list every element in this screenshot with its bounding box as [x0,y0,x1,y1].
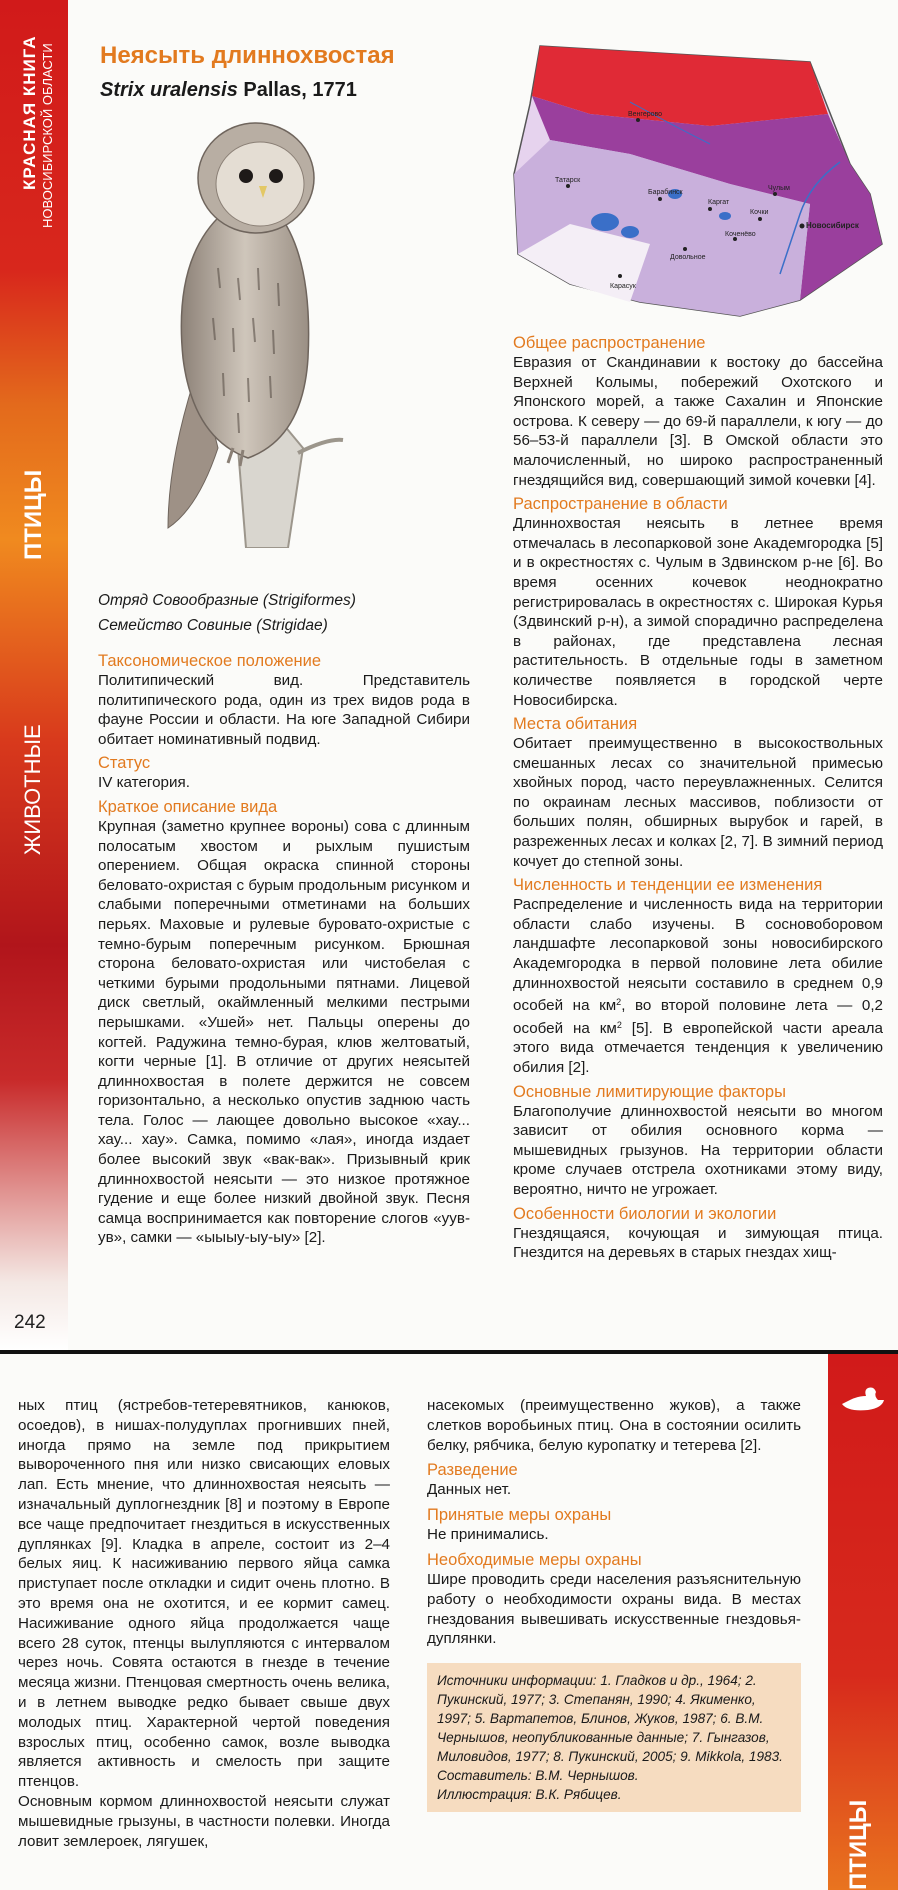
text-measures-taken: Не принимались. [427,1526,549,1544]
map-label: Карасук [610,283,636,290]
owl-illustration [128,118,388,548]
map-label: Каргат [708,199,730,206]
heading-numbers: Численность и тенденции ее изменения [513,876,823,895]
heading-breeding: Разведение [427,1461,518,1480]
map-label: Новосибирск [806,221,859,230]
text-biology: Гнездящаяся, кочующая и зимующая птица. Гнездится на деревьях в старых гнездах хищ- [513,1224,883,1262]
illustration-credit: Иллюстрация: В.К. Рябицев. [437,1787,622,1803]
taxonomy-lines [98,588,470,638]
heading-habitat: Места обитания [513,715,638,734]
section-label-birds: ПТИЦЫ [20,469,47,560]
book-subtitle: НОВОСИБИРСКОЙ ОБЛАСТИ [40,43,55,228]
map-label: Довольное [670,254,706,261]
heading-region-distribution: Распространение в области [513,495,728,514]
map-label: Кочки [750,209,769,216]
right-column [513,329,883,1263]
map-label: Коченёво [725,231,756,238]
text-breeding: Данных нет. [427,1481,512,1499]
section-label-animals: ЖИВОТНЫЕ [20,724,45,855]
text-diet: Основным кормом длиннохвостой неясыти служат мышевидные грызуны, в частности полевки. Иногда ловит землероек, лягушек, [18,1792,390,1850]
left-column [98,588,470,1248]
text-measures-needed: Шире проводить среди населения разъяснительную работу о необходимости охраны вида. В местах гнездования вывешивать искусственные гнездовья-дуплянки. [427,1570,801,1648]
text-taxonomy: Политипический вид. Представитель политипического рода, один из трех видов рода в фауне России и области. На юге Западной Сибири обитает номинативный подвид. [98,672,470,748]
sources-box [427,1663,801,1812]
section-sidebar [0,0,68,1350]
order-line: Отряд Совообразные (Strigiformes) [98,592,356,609]
page2-right-column [427,1396,801,1812]
family-line: Семейство Совиные (Strigidae) [98,617,328,634]
page-number: 242 [14,1312,46,1333]
map-label: Барабинск [648,189,683,196]
species-latin-line [100,79,357,102]
map-label: Венгерово [628,111,663,118]
species-latin: Strix uralensis [100,79,238,101]
page2-left-column [18,1396,390,1851]
heading-measures-taken: Принятые меры охраны [427,1506,612,1525]
map-label: Татарск [555,177,581,184]
compiler-credit: Составитель: В.М. Чернышов. [437,1768,639,1784]
section-label-birds-right: ПТИЦЫ [845,1799,872,1890]
sources-text: Источники информации: 1. Гладков и др., 1964; 2. Пукинский, 1977; 3. Степанян, 1990; 4. Якименко, 1997; 5. Вартапетов, Блинов, Жуков, 1987; 6. В.М. Чернышов, неопубликованные данные; 7. Гынгазов, Миловидов, 1977; 8. Пукинский, 2005; 9. Mikkola, 1983. [437,1673,783,1765]
page-243 [0,1354,898,1890]
heading-biology: Особенности биологии и экологии [513,1204,777,1223]
heading-measures-needed: Необходимые меры охраны [427,1550,642,1569]
species-author: Pallas, 1771 [243,79,357,101]
text-general-distribution: Евразия от Скандинавии к востоку до бассейна Верхней Колымы, побережий Охотского и Японского морей, а также Сахалин и Японские острова. К северу — до 69-й параллели, к югу — до 56–53-й параллели [3]. В Омской области это малочисленный, но широко распространенный гнездящийся вид, совершающий зимой кочевки [4]. [513,354,883,489]
heading-limiting-factors: Основные лимитирующие факторы [513,1082,786,1101]
text-region-distribution: Длиннохвостая неясыть в летнее время отмечалась в лесопарковой зоне Академгородка [5] и в окрестностях с. Чулым в Здвинском р-не [6]. Во время осенних кочевок неоднократно регистрировалась в окрестностях с. Широкая Курья (Здвинский р-н), а зимой спорадично распределена в районах, где представлена лесная растительность. В отдельные годы в заметном количестве появляется в городской черте Новосибирска. [513,515,883,709]
map-label: Чулым [768,185,790,192]
text-numbers: Распределение и численность вида на территории области слабо изучены. В сосновоборовом ландшафте лесопарковой зоны новосибирского Академгородка в первой половине лета обилие длиннохвостой неясыти составило в среднем 0,9 особей на $км^2$, во второй половине лета — 0,2 особей на $км^2$ [5]. В европейской части ареала этого вида отмечается тенденция к увеличению обилия [2]. [513,896,883,1076]
text-biology-cont: ных птиц (ястребов-тетеревятников, канюков, осоедов), в нишах-полудуплах прогнивших пней, иногда прямо на земле под прикрытием вывороченного пня или низко свисающих еловых лап. Есть мнение, что длиннохвостая неясыть — изначальный дуплогнездник [8] и поэтому в Европе все чаще предпочитает гнездиться в искусственных дуплянках [9]. Кладка в апреле, состоит из 2–4 белых яиц. К насиживанию первого яйца самка приступает после откладки и сидит очень плотно. В это время она не охотится, и ее кормит самец. Насиживание одного яйца продолжается чаще всего 28 суток, птенцы вылупляются с интервалом через ночь. Совята остаются в гнезде в течение месяца жизни. Птенцовая смертность очень велика, и в летнем выводке редко бывает свыше двух молодых птиц. Характерной чертой поведения взрослых птиц, особенно самок, возле выводка является активность и смелость при защите птенцов. [18,1397,390,1791]
duck-icon [838,1384,888,1414]
species-name: Неясыть длиннохвостая [100,42,395,69]
text-limiting-factors: Благополучие длиннохвостой неясыти во многом зависит от обилия основного корма — мышевидных грызунов. На территории области кроме случаев отстрела охотниками этому виду, вероятно, ничто не угрожает. [513,1102,883,1198]
text-status: IV категория. [98,774,190,792]
text-description: Крупная (заметно крупнее вороны) сова с длинным полосатым хвостом и рыхлым пушистым оперением. Общая окраска спинной стороны беловато-охристая с бурым продольным рисунком и слабыми поперечными отметинами на больших перьях. Маховые и рулевые буровато-охристые с темно-бурым поперечным рисунком. Брюшная сторона беловато-охристая или чистобелая с четкими бурыми продольными пятнами. Лицевой диск светлый, окаймленный мелкими пестрыми перышками. «Ушей» нет. Пальцы оперены до когтей. Радужина темно-бурая, клюв желтоватый, когти черные [1]. В отличие от других неясытей длиннохвостая в полете держится не совсем горизонтально, а несколько опустив заднюю часть тела. Голос — лающее довольно высокое «хау... хау... хау». Самка, помимо «лая», иногда издает более высокий звук «вак-вак». Призывный крик длиннохвостой неясыти — это низкое протяжное гудение и еще более низкий двойной звук. Песня самца воспринимается как повторение слогов «уув-ув», самки — «ыыыу-ыу-ыу» [2]. [98,817,470,1247]
text-diet-cont: насекомых (преимущественно жуков), а также слетков воробьиных птиц. Она в состоянии осилить белку, рябчика, белую куропатку и тетерева [2]. [427,1397,801,1454]
heading-description: Краткое описание вида [98,797,278,816]
book-title: КРАСНАЯ КНИГА [20,35,39,190]
heading-taxonomy: Таксономическое положение [98,652,322,670]
heading-status: Статус [98,754,151,773]
distribution-map [510,44,885,322]
heading-general-distribution: Общее распространение [513,334,706,352]
text-habitat: Обитает преимущественно в высокоствольных смешанных лесах со значительной примесью хвойных пород, часто переувлажненных. Селится по окраинам лесных массивов, поблизости от больших полян, обширных вырубок и гарей, в разреженных лесах и колках [2, 7]. В зимний период кочует до степной зоны. [513,735,884,870]
